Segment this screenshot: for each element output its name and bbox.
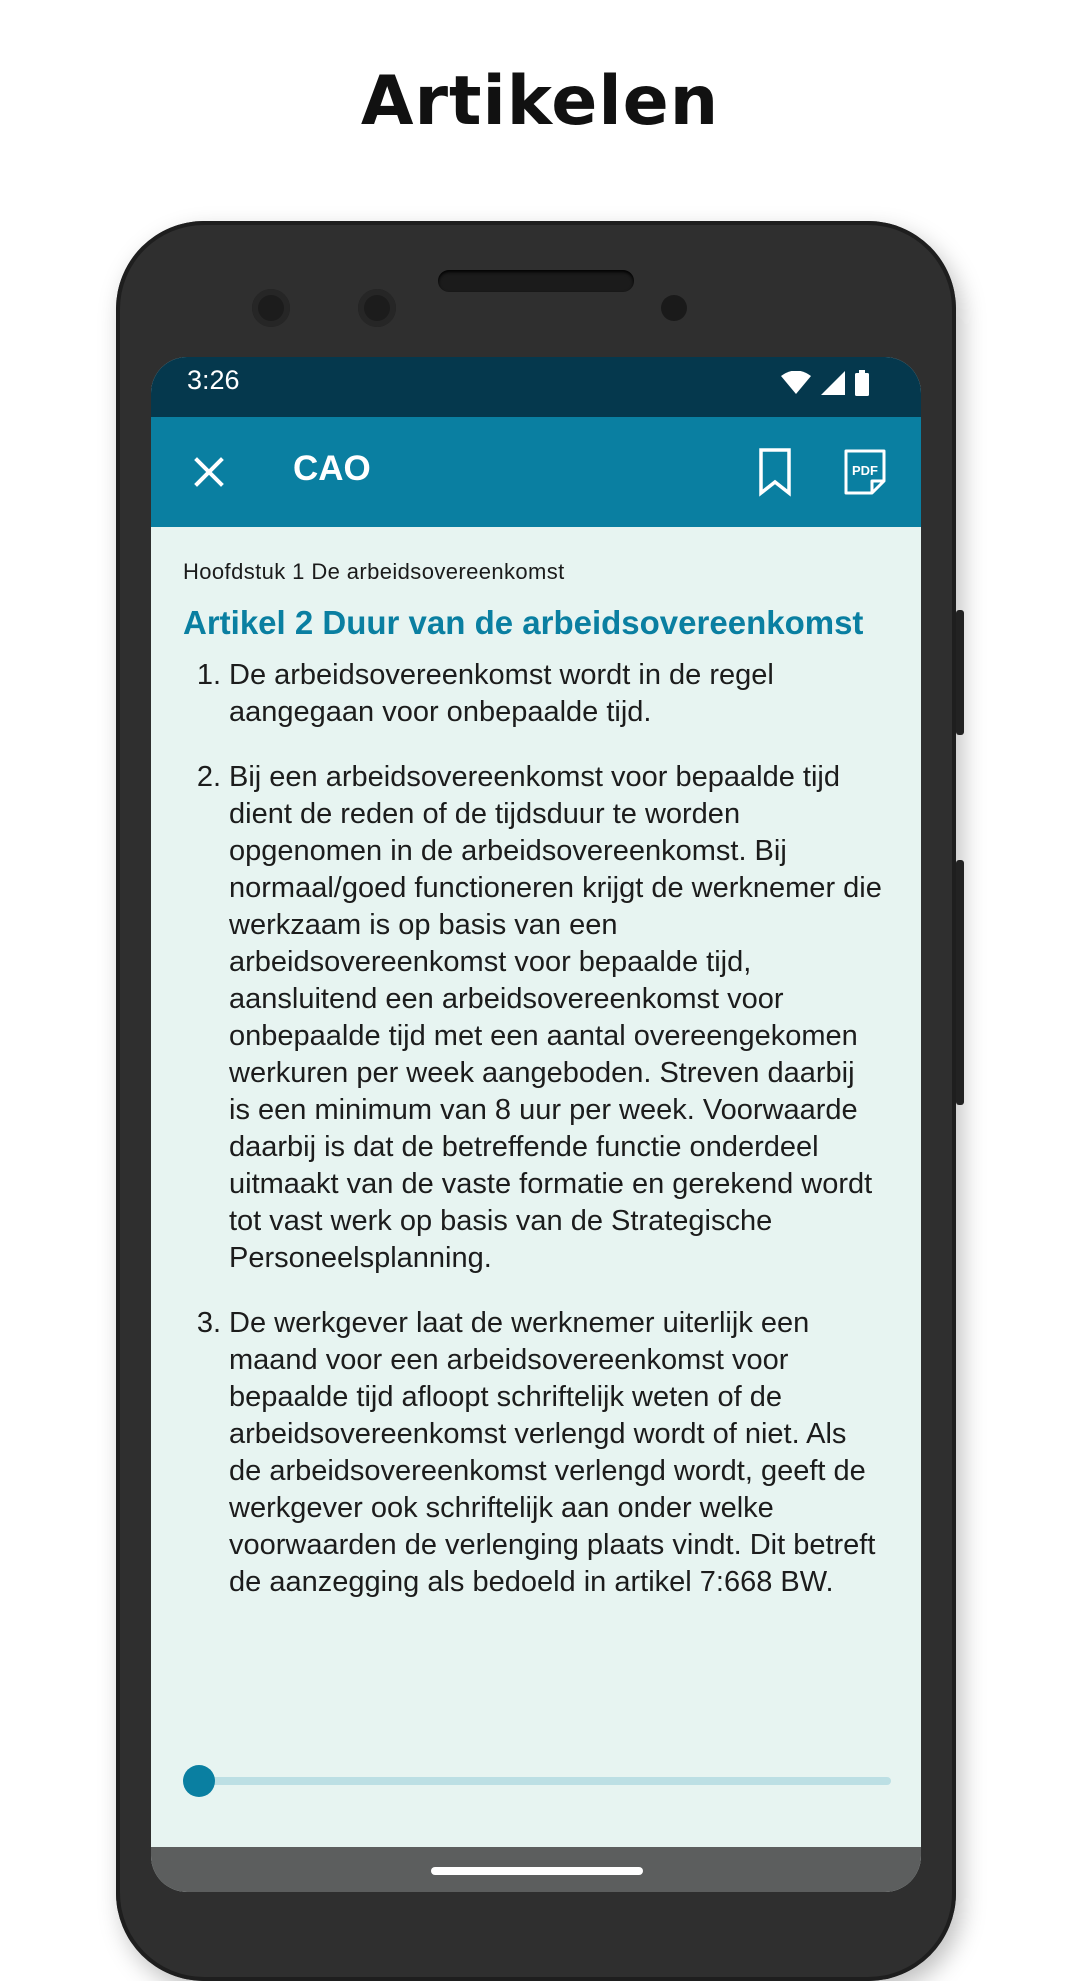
list-item-text: De arbeidsovereenkomst wordt in de regel aangegaan voor onbepaalde tijd.	[229, 659, 774, 728]
list-item-number: 3.	[196, 1307, 221, 1339]
list-item	[183, 759, 883, 1277]
home-pill[interactable]	[431, 1867, 643, 1875]
pdf-button[interactable]	[842, 447, 888, 497]
app-title: CAO	[293, 449, 371, 488]
list-item-text: Bij een arbeidsovereenkomst voor bepaalde tijd dient de reden of de tijdsduur te worden opgenomen in de arbeidsovereenkomst. Bij normaal/goed functioneren krijgt de werknemer die werkzaam is op basis van een arbeidsovereenkomst voor bepaalde tijd, aansluitend een arbeidsovereenkomst voor onbepaalde tijd met een aantal overeengekomen werkuren per week aangeboden. Streven daarbij is een minimum van 8 uur per week. Voorwaarde daarbij is dat de betreffende functie onderdeel uitmaakt van de vaste formatie en gerekend wordt tot vast werk op basis van de Strategische Personeelsplanning.	[229, 761, 882, 1274]
wifi-icon	[781, 371, 811, 395]
status-bar	[151, 357, 921, 417]
list-item-number: 2.	[196, 761, 221, 793]
battery-icon	[855, 370, 869, 396]
list-item-text: De werkgever laat de werknemer uiterlijk een maand voor een arbeidsovereenkomst voor bepaalde tijd afloopt schriftelijk weten of de arbeidsovereenkomst verlengd wordt of niet. Als de arbeidsovereenkomst verlengd wordt, geeft de werkgever ook schriftelijk aan onder welke voorwaarden de verlenging plaats vindt. Dit betreft de aanzegging als bedoeld in artikel 7:668 BW.	[229, 1307, 876, 1598]
close-icon	[189, 452, 229, 492]
article-title: Artikel 2 Duur van de arbeidsovereenkomst	[183, 604, 864, 641]
status-icons	[781, 369, 869, 397]
bookmark-button[interactable]	[755, 447, 795, 497]
cell-signal-icon	[821, 371, 845, 395]
phone-volume-button	[956, 610, 964, 735]
bookmark-icon	[755, 447, 795, 497]
phone-sensor	[358, 289, 396, 327]
close-button[interactable]	[189, 452, 229, 492]
app-bar	[151, 417, 921, 527]
phone-sensor	[252, 289, 290, 327]
app-screen	[151, 357, 921, 1892]
pdf-icon-label: PDF	[852, 463, 878, 478]
list-item	[183, 657, 883, 731]
phone-speaker	[438, 270, 634, 292]
list-item	[183, 1305, 883, 1601]
reading-progress-track[interactable]	[201, 1777, 891, 1785]
status-time: 3:26	[187, 365, 240, 395]
article-content[interactable]	[151, 527, 921, 1677]
promo-title: Artikelen	[360, 62, 720, 141]
phone-camera	[661, 295, 687, 321]
list-item-number: 1.	[196, 659, 221, 691]
pdf-icon	[842, 447, 888, 497]
chapter-label: Hoofdstuk 1 De arbeidsovereenkomst	[183, 559, 565, 584]
system-nav-bar	[151, 1847, 921, 1892]
phone-power-button	[956, 860, 964, 1105]
reading-progress-thumb[interactable]	[183, 1765, 215, 1797]
article-list	[183, 657, 883, 1629]
